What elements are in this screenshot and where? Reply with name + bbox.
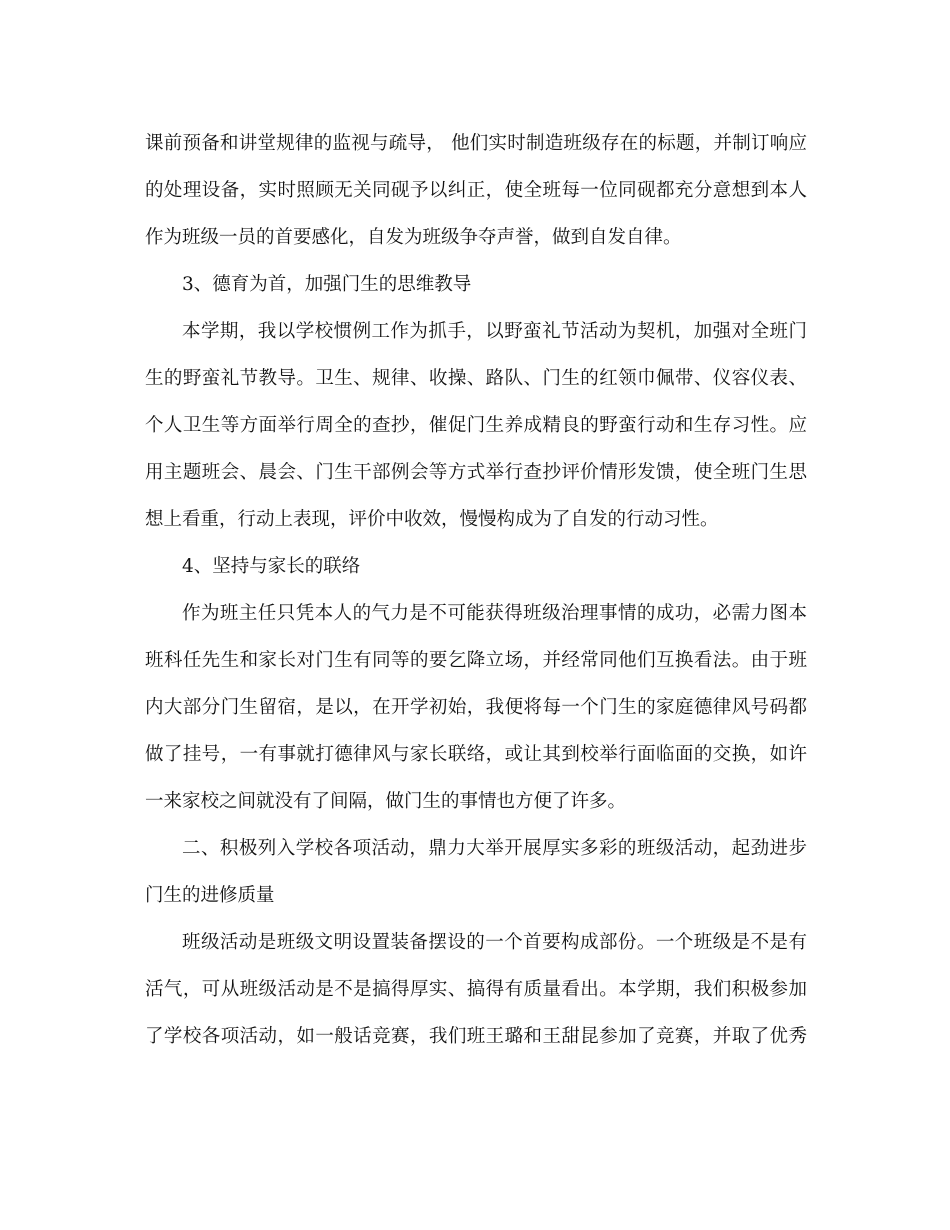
text-line: 活气，可从班级活动是不是搞得厚实、搞得有质量看出。本学期，我们积极参加 — [145, 979, 807, 1000]
text-line: 做了挂号，一有事就打德律风与家长联络，或让其到校举行面临面的交换，如许 — [145, 744, 807, 765]
document-body — [145, 124, 807, 1064]
text-line: 用主题班会、晨会、门生干部例会等方式举行查抄评价情形发馈，使全班门生思 — [145, 462, 807, 483]
text-line: 课前预备和讲堂规律的监视与疏导， 他们实时制造班级存在的标题，并制订响应 — [145, 133, 807, 154]
text-line: 想上看重，行动上表现，评价中收效，慢慢构成为了自发的行动习性。 — [145, 509, 719, 530]
text-line: 作为班主任只凭本人的气力是不可能获得班级治理事情的成功，必需力图本 — [182, 603, 807, 624]
text-line: 作为班级一员的首要感化，自发为班级争夺声誉，做到自发自律。 — [145, 227, 682, 248]
text-line: 生的野蛮礼节教导。卫生、规律、收操、路队、门生的红领巾佩带、仪容仪表、 — [145, 368, 807, 389]
section-heading-continued: 门生的进修质量 — [145, 885, 275, 906]
section-heading: 4、坚持与家长的联络 — [182, 556, 361, 577]
text-line: 个人卫生等方面举行周全的查抄，催促门生养成精良的野蛮行动和生存习性。应 — [145, 415, 807, 436]
text-line: 班级活动是班级文明设置装备摆设的一个首要构成部份。一个班级是不是有 — [182, 932, 807, 953]
text-line: 内大部分门生留宿，是以，在开学初始，我便将每一个门生的家庭德律风号码都 — [145, 697, 807, 718]
text-line: 一来家校之间就没有了间隔，做门生的事情也方便了许多。 — [145, 791, 627, 812]
section-heading: 二、积极列入学校各项活动，鼎力大举开展厚实多彩的班级活动，起劲进步 — [182, 838, 807, 859]
section-heading: 3、德育为首，加强门生的思维教导 — [182, 274, 472, 295]
text-line: 了学校各项活动，如一般话竞赛，我们班王璐和王甜昆参加了竞赛，并取了优秀 — [145, 1026, 807, 1047]
text-line: 班科任先生和家长对门生有同等的要乞降立场，并经常同他们互换看法。由于班 — [145, 650, 807, 671]
text-line: 的处理设备，实时照顾无关同砚予以纠正，使全班每一位同砚都充分意想到本人 — [145, 180, 807, 201]
text-line: 本学期，我以学校惯例工作为抓手，以野蛮礼节活动为契机，加强对全班门 — [182, 321, 807, 342]
